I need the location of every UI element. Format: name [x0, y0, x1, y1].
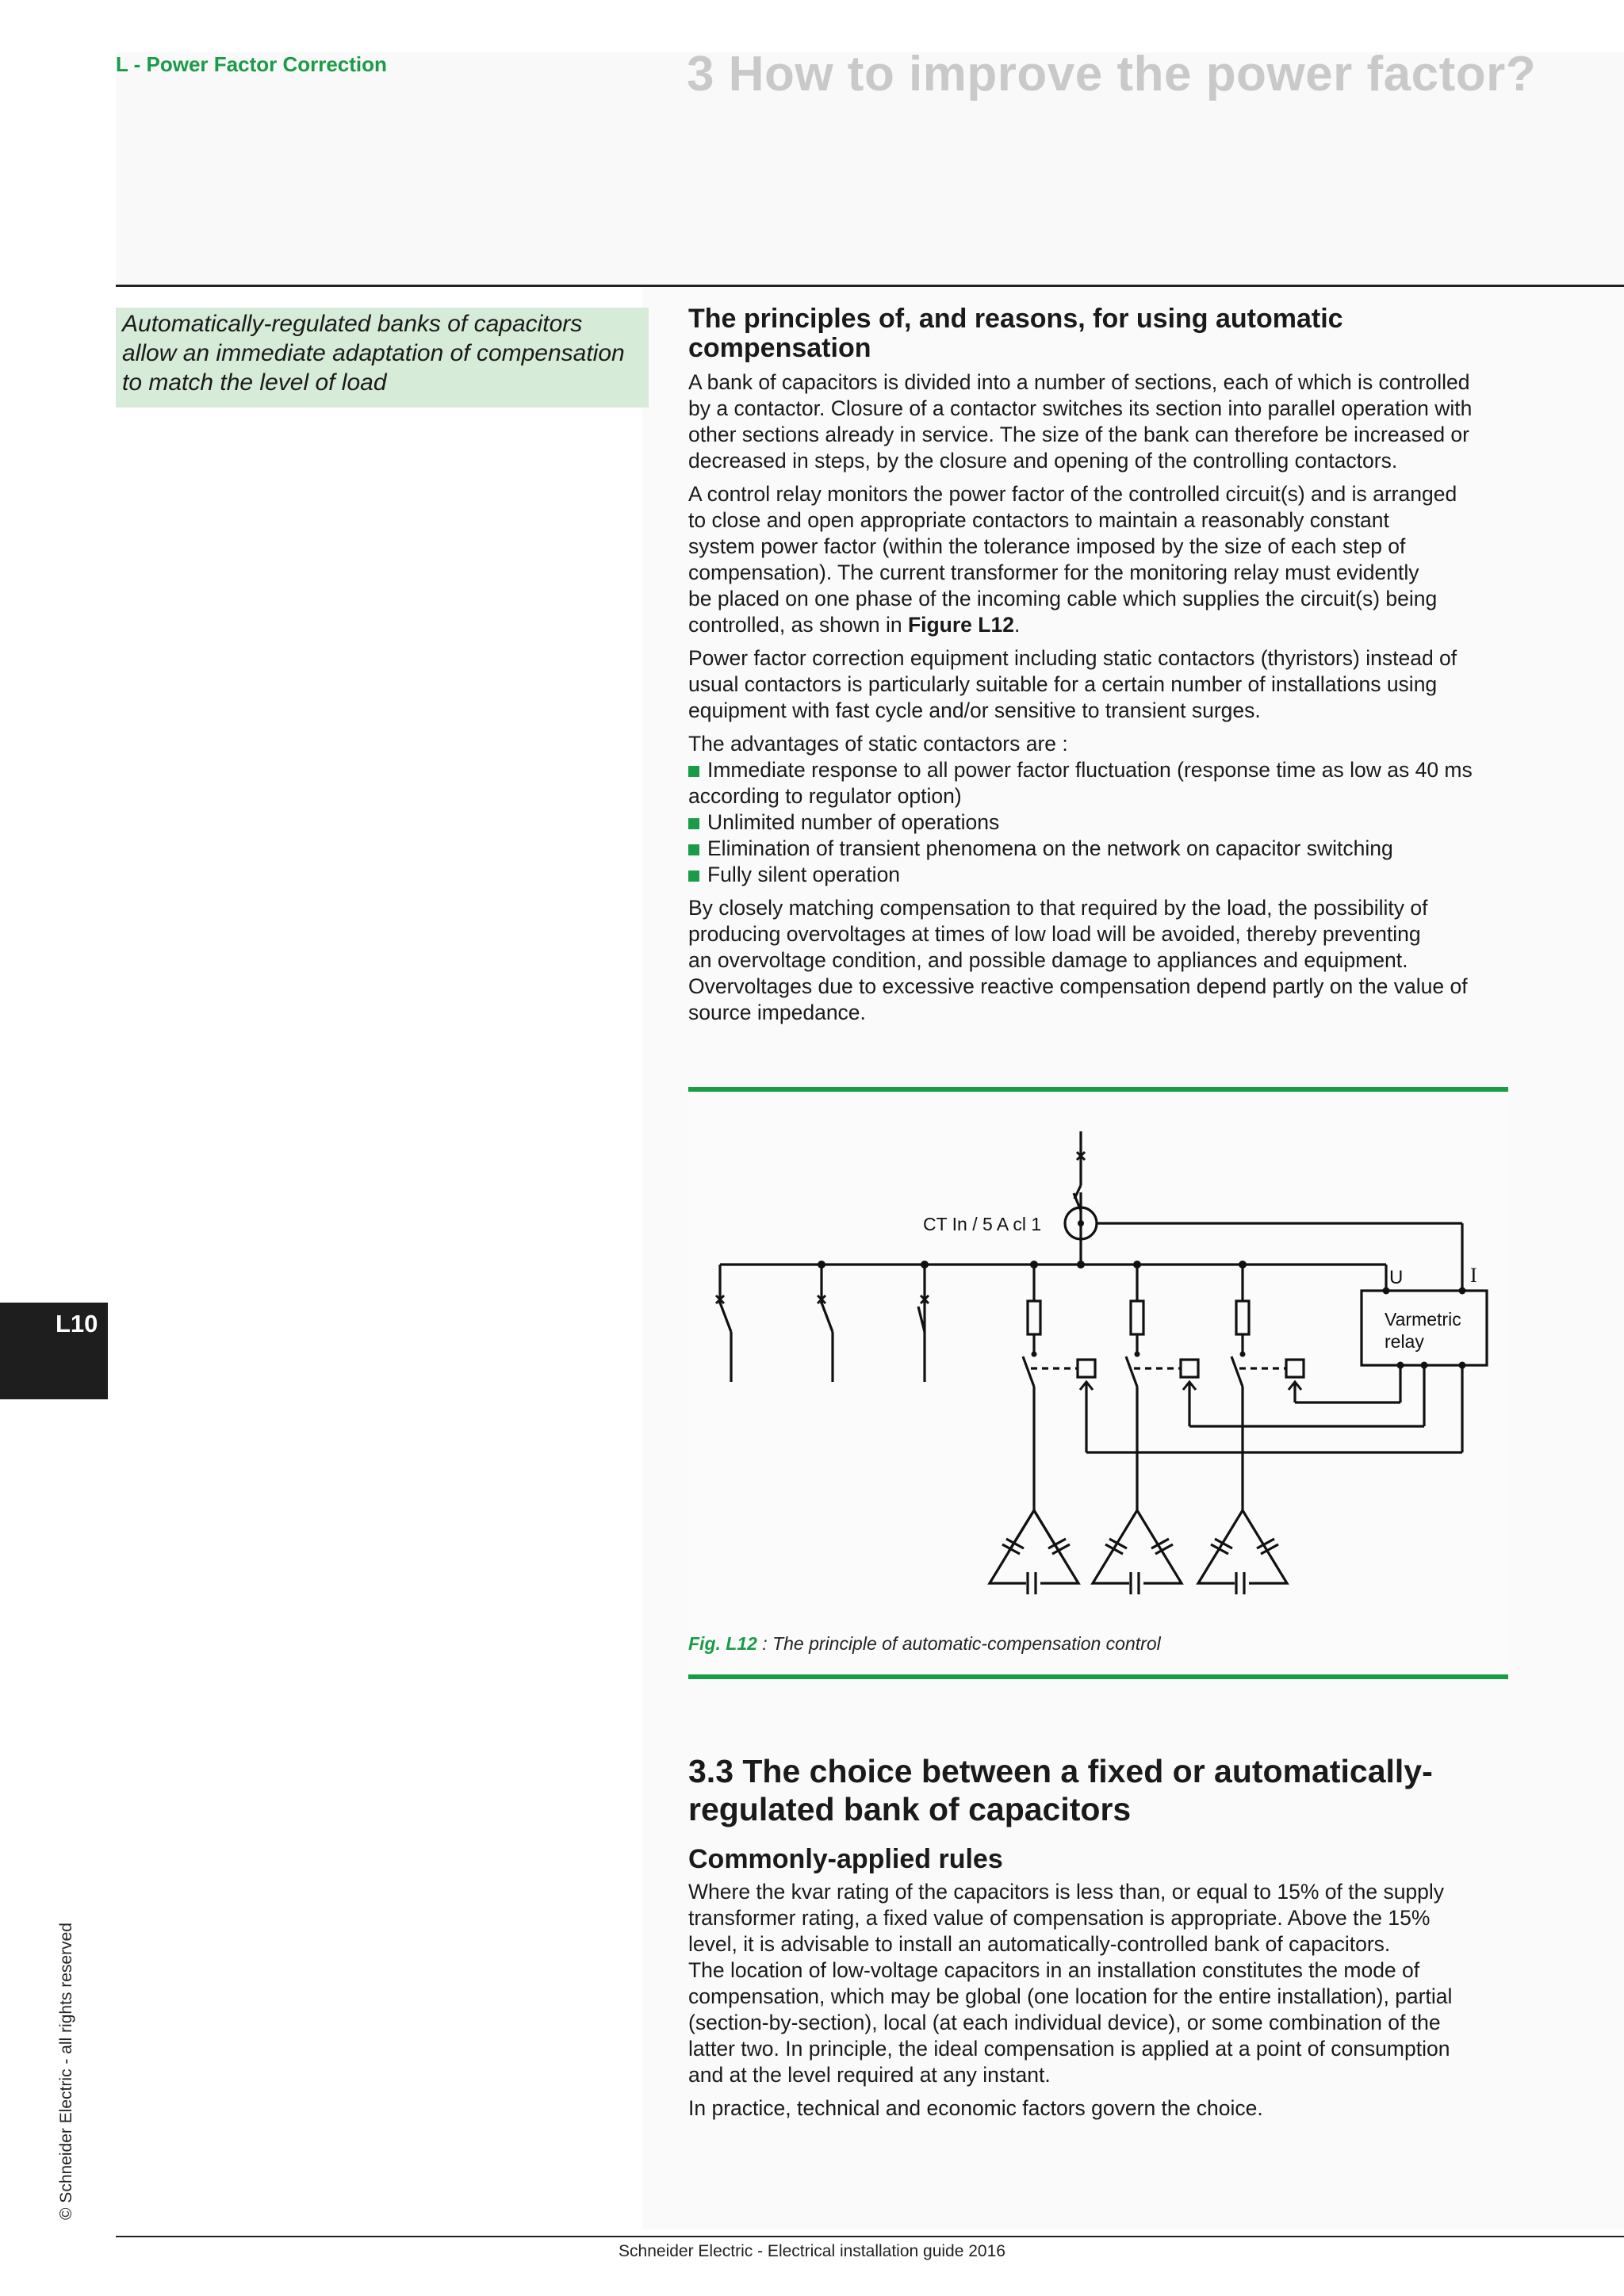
- paragraph-static-contactors: [688, 645, 1510, 724]
- text-fragment: controlled, as shown in: [688, 613, 908, 637]
- sidebar-note-line: to match the level of load: [122, 369, 387, 396]
- subheading: Commonly-applied rules: [688, 1844, 1003, 1874]
- chapter-label: L - Power Factor Correction: [116, 52, 387, 76]
- text-line: source impedance.: [688, 1001, 866, 1024]
- ct-label: CT In / 5 A cl 1: [923, 1214, 1042, 1234]
- text-line: an overvoltage condition, and possible damage to appliances and equipment.: [688, 948, 1408, 972]
- text-line: usual contactors is particularly suitable for a certain number of installations using: [688, 672, 1438, 696]
- section-3-3: [688, 1752, 1510, 2129]
- caption-text: : The principle of automatic-compensation control: [756, 1633, 1161, 1654]
- text-line: latter two. In principle, the ideal compensation is applied at a point of consumption: [688, 2037, 1450, 2061]
- text-line: The location of low-voltage capacitors in an installation constitutes the mode of: [688, 1958, 1420, 1982]
- footer-text: Schneider Electric - Electrical installation guide 2016: [619, 2242, 1005, 2260]
- square-bullet-icon: [688, 844, 699, 855]
- text-line: [688, 612, 1510, 638]
- list-item: [688, 862, 1510, 888]
- section-principles: [688, 304, 1510, 1033]
- heading-line: regulated bank of capacitors: [688, 1791, 1132, 1827]
- list-item-text: Immediate response to all power factor fluctuation (response time as low as 40 ms: [707, 758, 1473, 782]
- list-item: [688, 809, 1510, 836]
- text-line: producing overvoltages at times of low load will be avoided, thereby preventing: [688, 922, 1421, 946]
- list-item-text: Unlimited number of operations: [707, 810, 1000, 834]
- paragraph-rules: [688, 1879, 1510, 2088]
- heading-line: The principles of, and reasons, for using automatic: [688, 304, 1343, 334]
- text-line: A control relay monitors the power factor of the controlled circuit(s) and is arranged: [688, 482, 1457, 506]
- list-item: [688, 757, 1510, 783]
- paragraph-control-relay: [688, 481, 1510, 638]
- text-line: A bank of capacitors is divided into a number of sections, each of which is controlled: [688, 370, 1470, 394]
- i-terminal-label: I: [1470, 1264, 1477, 1287]
- sidebar-note-line: Automatically-regulated banks of capacitors: [122, 311, 583, 337]
- footer-rule: [116, 2236, 1624, 2237]
- sidebar-note: [116, 308, 649, 408]
- figure-bottom-rule: [688, 1674, 1508, 1679]
- text-line: equipment with fast cycle and/or sensitive to transient surges.: [688, 698, 1261, 722]
- text-line: compensation, which may be global (one location for the entire installation), partial: [688, 1984, 1453, 2008]
- square-bullet-icon: [688, 818, 699, 829]
- paragraph-bank-sections: [688, 369, 1510, 474]
- relay-label-line: relay: [1385, 1331, 1424, 1352]
- sidebar-note-line: allow an immediate adaptation of compensation: [122, 340, 625, 366]
- text-line: by a contactor. Closure of a contactor switches its section into parallel operation with: [688, 396, 1473, 420]
- heading-line: 3.3 The choice between a fixed or automatically-: [688, 1753, 1433, 1789]
- text-fragment: .: [1013, 613, 1021, 637]
- text-line: Overvoltages due to excessive reactive compensation depend partly on the value of: [688, 974, 1468, 998]
- paragraph-practice: In practice, technical and economic factors govern the choice.: [688, 2096, 1263, 2120]
- page-number: L10: [56, 1310, 98, 1337]
- list-item: [688, 836, 1510, 862]
- figure-reference: Figure L12: [907, 613, 1014, 637]
- page-title: 3 How to improve the power factor?: [687, 47, 1537, 101]
- section-heading: [688, 1752, 1510, 1828]
- heading-line: compensation: [688, 333, 871, 363]
- circuit-diagram: [688, 1092, 1508, 1631]
- text-line: decreased in steps, by the closure and opening of the controlling contactors.: [688, 449, 1398, 473]
- list-item-text: Elimination of transient phenomena on the network on capacitor switching: [707, 836, 1393, 860]
- text-line: and at the level required at any instant.: [688, 2063, 1051, 2087]
- text-line: Where the kvar rating of the capacitors is less than, or equal to 15% of the supply: [688, 1880, 1445, 1904]
- list-item-continuation: according to regulator option): [688, 784, 962, 808]
- section-heading: [688, 304, 1510, 363]
- text-line: transformer rating, a fixed value of compensation is appropriate. Above the 15%: [688, 1906, 1431, 1930]
- advantages-intro: The advantages of static contactors are :: [688, 732, 1068, 756]
- advantages-list: [688, 731, 1510, 888]
- square-bullet-icon: [688, 766, 699, 777]
- text-line: system power factor (within the tolerance imposed by the size of each step of: [688, 534, 1406, 558]
- text-line: (section-by-section), local (at each individual device), or some combination of the: [688, 2011, 1441, 2034]
- figure-caption: [688, 1633, 1161, 1655]
- copyright-notice: © Schneider Electric - all rights reserved: [57, 1923, 75, 2220]
- text-line: By closely matching compensation to that required by the load, the possibility of: [688, 896, 1428, 920]
- paragraph-overvoltages: [688, 895, 1510, 1026]
- list-item-text: Fully silent operation: [707, 863, 901, 886]
- figure-number: Fig. L12: [688, 1633, 757, 1654]
- text-line: compensation). The current transformer for the monitoring relay must evidently: [688, 561, 1419, 584]
- u-terminal-label: U: [1389, 1267, 1404, 1288]
- text-line: other sections already in service. The size of the bank can therefore be increased or: [688, 423, 1469, 446]
- text-line: to close and open appropriate contactors to maintain a reasonably constant: [688, 508, 1389, 532]
- text-line: Power factor correction equipment including static contactors (thyristors) instead of: [688, 646, 1457, 670]
- square-bullet-icon: [688, 871, 699, 882]
- text-line: be placed on one phase of the incoming cable which supplies the circuit(s) being: [688, 587, 1438, 610]
- text-line: level, it is advisable to install an automatically-controlled bank of capacitors.: [688, 1932, 1391, 1956]
- relay-label-line: Varmetric: [1385, 1309, 1461, 1330]
